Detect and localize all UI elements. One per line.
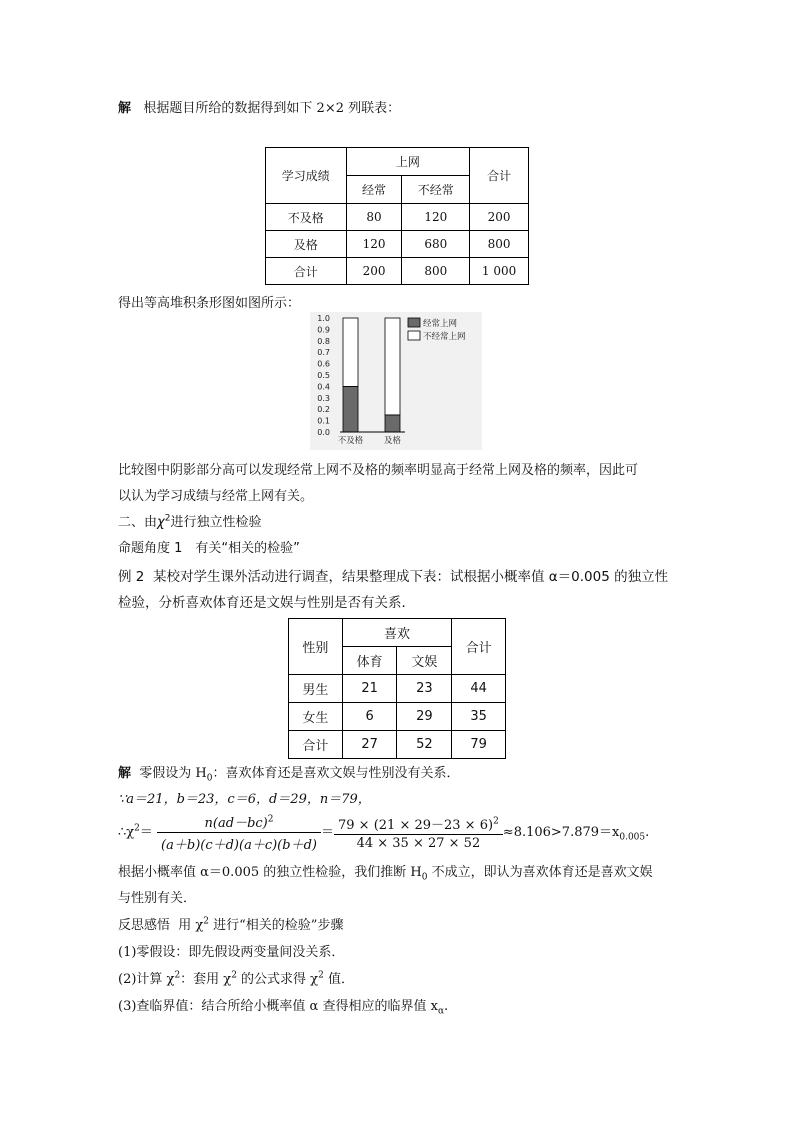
legend-swatch <box>408 331 420 340</box>
given-values: ∵a＝21，b＝23，c＝6，d＝29，n＝79， <box>118 792 371 807</box>
table1-sub-header: 经常 <box>346 176 402 204</box>
step-3-dot: . <box>444 999 449 1014</box>
chi-sup: 2 <box>134 823 140 834</box>
cell: 23 <box>397 675 452 703</box>
y-tick-label: 0.7 <box>317 348 330 358</box>
bar-segment <box>385 415 400 432</box>
cell: 800 <box>402 258 470 285</box>
contingency-table-1 <box>265 147 529 285</box>
chi-square-formula <box>118 812 649 853</box>
cell: 800 <box>470 231 529 258</box>
heading-rest: 进行独立性检验 <box>170 515 262 530</box>
table-row <box>289 703 506 731</box>
hypothesis-post: ：喜欢体育还是喜欢文娱与性别没有关系． <box>212 766 460 781</box>
contingency-table-2 <box>288 618 506 759</box>
comparison-line-2: 以认为学习成绩与经常上网有关。 <box>118 489 314 504</box>
cell: 29 <box>397 703 452 731</box>
example-label: 例 2 <box>118 569 145 585</box>
example-line-1 <box>118 565 668 585</box>
table-row <box>266 204 529 231</box>
sub-heading: 命题角度 1 有关“相关的检验” <box>118 541 300 556</box>
step-3-text: (3)查临界值：结合所给小概率值 α 查得相应的临界值 x <box>118 999 438 1014</box>
y-tick-label: 0.8 <box>317 336 330 346</box>
comparison-line-1: 比较图中阴影部分高可以发现经常上网不及格的频率明显高于经常上网及格的频率，因此可 <box>118 463 639 478</box>
y-axis-ticks <box>317 314 330 437</box>
value-denominator: 44 × 35 × 27 × 52 <box>356 836 481 851</box>
conclusion-line-1 <box>118 861 653 883</box>
table1-sub-header: 不经常 <box>402 176 470 204</box>
heading-sup: 2 <box>164 513 171 524</box>
reflection-title-pre: 用 χ <box>178 918 204 933</box>
heading-symbol: χ <box>157 515 165 530</box>
cell: 200 <box>346 258 402 285</box>
step-3 <box>118 995 448 1017</box>
step-2-a: (2)计算 χ <box>118 972 175 987</box>
row-label: 女生 <box>289 703 343 731</box>
numerator-sup: 2 <box>493 816 499 827</box>
y-tick-label: 0.0 <box>317 428 330 437</box>
cell: 35 <box>452 703 506 731</box>
table-row <box>289 675 506 703</box>
step-2-sup: 2 <box>318 970 324 981</box>
reflection-title-sup: 2 <box>203 916 210 927</box>
hypothesis-pre: 零假设为 H <box>139 766 207 781</box>
cell: 44 <box>452 675 506 703</box>
step-2-sup: 2 <box>174 970 181 981</box>
y-tick-label: 0.1 <box>317 416 330 426</box>
row-label: 合计 <box>289 731 343 759</box>
table1-corner: 学习成绩 <box>266 148 347 204</box>
table2-sub-header: 文娱 <box>397 647 452 675</box>
example-line-2: 检验，分析喜欢体育还是文娱与性别是否有关系． <box>118 595 415 611</box>
result: ≈8.106>7.879＝x <box>502 825 620 840</box>
legend-label: 经常上网 <box>423 319 458 329</box>
y-tick-label: 0.3 <box>317 393 330 403</box>
cell: 6 <box>342 703 397 731</box>
heading-prefix: 二、由 <box>118 515 158 530</box>
value-fraction <box>334 814 503 851</box>
table1-total-header: 合计 <box>470 148 529 204</box>
reflection-title-post: 进行“相关的检验”步骤 <box>209 918 344 933</box>
table-row <box>266 258 529 285</box>
table1-group-header: 上网 <box>346 148 470 176</box>
therefore-chi: ∴χ <box>118 825 135 840</box>
table-row <box>266 231 529 258</box>
hypothesis-sub: 0 <box>206 773 213 784</box>
y-tick-label: 0.2 <box>317 405 330 415</box>
solution-label: 解 <box>118 101 132 116</box>
cell: 52 <box>397 731 452 759</box>
bar-segment <box>385 318 400 415</box>
stacked-bar-chart <box>310 312 482 450</box>
cell: 27 <box>342 731 397 759</box>
x-tick-label: 不及格 <box>337 436 364 446</box>
solution-label: 解 <box>118 766 132 781</box>
table2-corner: 性别 <box>289 619 343 675</box>
cell: 80 <box>346 204 402 231</box>
row-label: 合计 <box>266 258 347 285</box>
step-2-b: ：套用 χ <box>180 972 232 987</box>
bar-segment <box>343 386 358 432</box>
cell: 120 <box>402 204 470 231</box>
conclusion-sub: 0 <box>421 872 428 883</box>
conclusion-text: 根据小概率值 α＝0.005 的独立性检验，我们推断 H <box>118 865 422 880</box>
y-tick-label: 0.9 <box>317 325 330 335</box>
result-sub: 0.005 <box>619 832 646 843</box>
y-tick-label: 0.5 <box>317 371 330 380</box>
conclusion-text-b: 不成立，即认为喜欢体育还是喜欢文娱 <box>427 865 653 880</box>
step-1: (1)零假设：即先假设两变量间没关系． <box>118 945 345 960</box>
table2-group-header: 喜欢 <box>342 619 452 647</box>
row-label: 不及格 <box>266 204 347 231</box>
y-tick-label: 0.6 <box>317 359 330 369</box>
row-label: 及格 <box>266 231 347 258</box>
intro-text: 根据题目所给的数据得到如下 2×2 列联表： <box>143 101 401 116</box>
y-tick-label: 0.4 <box>317 382 330 392</box>
chart-intro-text: 得出等高堆积条形图如图所示： <box>118 296 301 311</box>
example-text: 某校对学生课外活动进行调查，结果整理成下表：试根据小概率值 α＝0.005 的独立性 <box>152 569 669 585</box>
bar-segment <box>343 318 358 386</box>
cell: 120 <box>346 231 402 258</box>
step-2-sup: 2 <box>231 970 237 981</box>
table-row <box>289 731 506 759</box>
table2-total-header: 合计 <box>452 619 506 675</box>
step-3-sub: α <box>437 1006 445 1017</box>
equals: ＝ <box>320 825 334 840</box>
legend-label: 不经常上网 <box>423 332 466 342</box>
formula-fraction <box>157 812 321 853</box>
step-2 <box>118 968 354 987</box>
formula-numerator: n(ad－bc) <box>204 816 268 831</box>
row-label: 男生 <box>289 675 343 703</box>
cell: 21 <box>342 675 397 703</box>
value-numerator: 79 × (21 × 29－23 × 6) <box>338 818 494 833</box>
section-heading <box>118 511 261 530</box>
cell: 1 000 <box>470 258 529 285</box>
y-tick-label: 1.0 <box>317 314 330 323</box>
step-2-c: 的公式求得 χ <box>236 972 319 987</box>
cell: 79 <box>452 731 506 759</box>
result-dot: . <box>645 825 650 840</box>
step-2-d: 值． <box>323 972 354 987</box>
intro-paragraph <box>118 97 400 116</box>
reflection-label: 反思感悟 <box>118 918 171 933</box>
table2-sub-header: 体育 <box>342 647 397 675</box>
numerator-sup: 2 <box>267 814 274 825</box>
formula-denominator: (a＋b)(c＋d)(a＋c)(b＋d) <box>161 838 317 853</box>
reflection-title <box>118 914 343 933</box>
legend-swatch <box>408 318 420 327</box>
conclusion-line-2: 与性别有关． <box>118 891 197 906</box>
x-tick-label: 及格 <box>383 436 402 446</box>
cell: 680 <box>402 231 470 258</box>
hypothesis-line <box>118 762 460 784</box>
equals: ＝ <box>139 825 153 840</box>
cell: 200 <box>470 204 529 231</box>
